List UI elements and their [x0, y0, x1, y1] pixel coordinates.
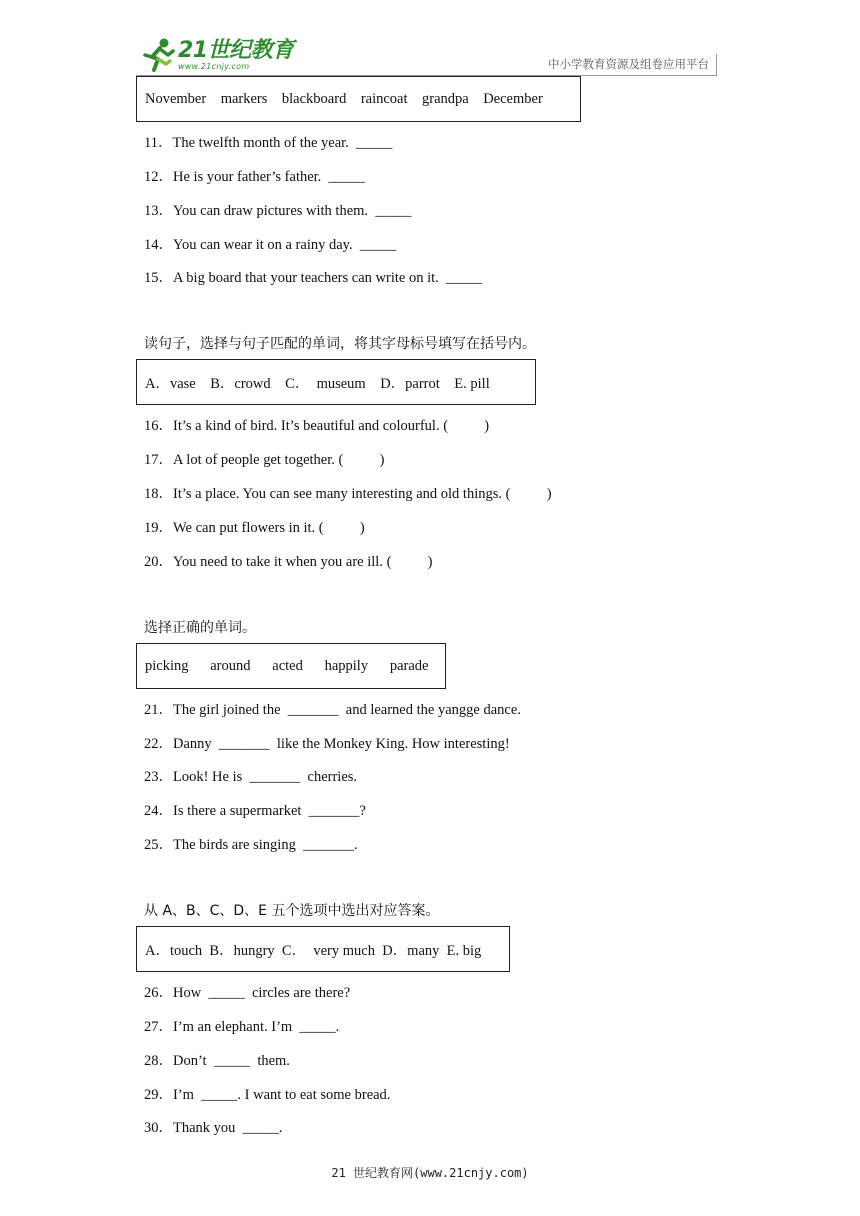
logo-title: 21世纪教育 [178, 37, 294, 63]
question-13: 13．You can draw pictures with them. _____ [144, 203, 412, 219]
question-18: 18．It’s a place. You can see many interesting and old things. ( ) [144, 486, 552, 502]
word-bank-2: A．vase B．crowd C． museum D．parrot E. pill [136, 359, 536, 405]
runner-icon [142, 37, 176, 73]
site-logo [142, 36, 294, 74]
instruction-2: 读句子，选择与句子匹配的单词，将其字母标号填写在括号内。 [144, 336, 536, 352]
question-29: 29．I’m _____. I want to eat some bread. [144, 1087, 391, 1103]
instruction-4: 从 A、B、C、D、E 五个选项中选出对应答案。 [144, 903, 440, 919]
word-bank-1: November markers blackboard raincoat grandpa December [136, 76, 581, 122]
word-bank-4: A．touch B．hungry C． very much D．many E. big [136, 926, 510, 972]
question-24: 24．Is there a supermarket _______? [144, 803, 366, 819]
word-bank-3: picking around acted happily parade [136, 643, 446, 689]
question-17: 17．A lot of people get together. ( ) [144, 452, 385, 468]
header-divider-tick [716, 54, 717, 76]
logo-url: www.21cnjy.com [178, 61, 250, 71]
question-12: 12．He is your father’s father. _____ [144, 169, 365, 185]
question-28: 28．Don’t _____ them. [144, 1053, 290, 1069]
question-20: 20．You need to take it when you are ill. ( ) [144, 554, 433, 570]
question-26: 26．How _____ circles are there? [144, 985, 351, 1001]
question-16: 16．It’s a kind of bird. It’s beautiful and colourful. ( ) [144, 418, 490, 434]
question-14: 14．You can wear it on a rainy day. _____ [144, 237, 397, 253]
question-27: 27．I’m an elephant. I’m _____. [144, 1019, 340, 1035]
page-header [136, 34, 717, 76]
platform-label: 中小学教育资源及组卷应用平台 [548, 57, 709, 71]
question-11: 11．The twelfth month of the year. _____ [144, 135, 393, 151]
question-22: 22．Danny _______ like the Monkey King. How interesting! [144, 736, 510, 752]
question-21: 21．The girl joined the _______ and learned the yangge dance. [144, 702, 521, 718]
question-30: 30．Thank you _____. [144, 1120, 283, 1136]
question-19: 19．We can put flowers in it. ( ) [144, 520, 365, 536]
question-23: 23．Look! He is _______ cherries. [144, 769, 358, 785]
question-25: 25．The birds are singing _______. [144, 837, 358, 853]
question-15: 15．A big board that your teachers can write on it. _____ [144, 270, 483, 286]
instruction-3: 选择正确的单词。 [144, 620, 256, 636]
page-footer: 21 世纪教育网(www.21cnjy.com) [331, 1166, 529, 1180]
